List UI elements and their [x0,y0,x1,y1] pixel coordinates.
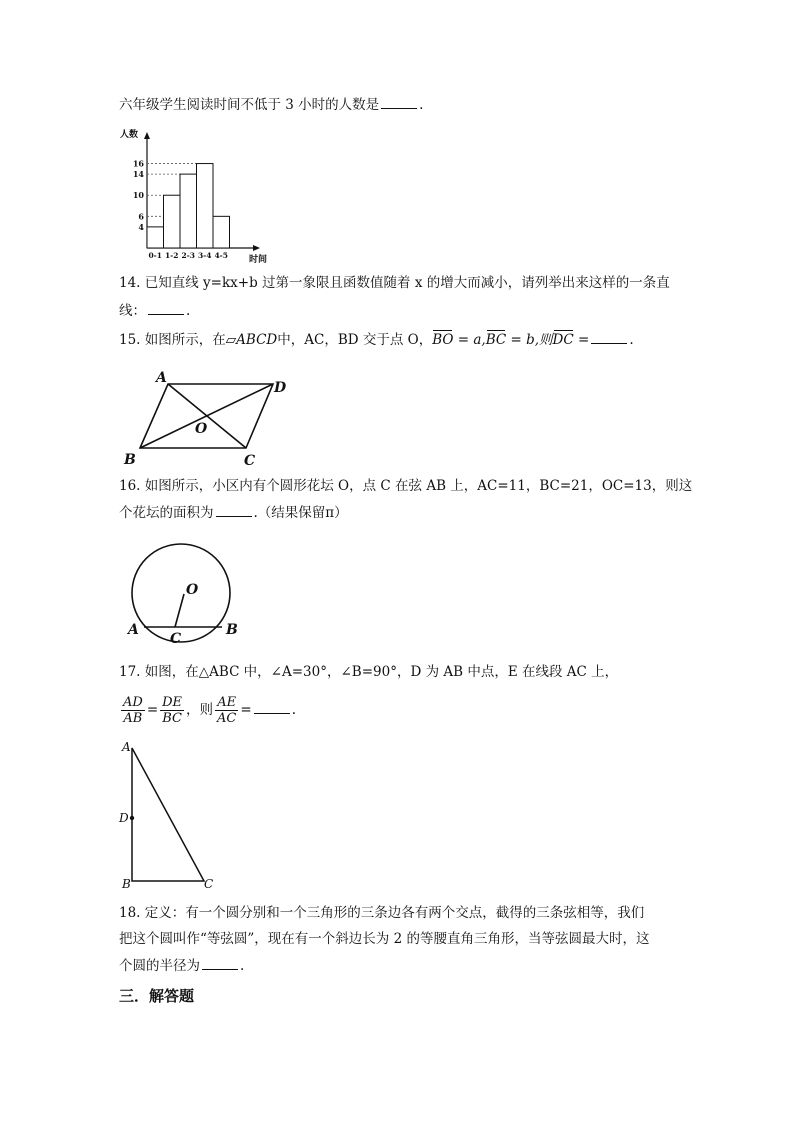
q14-end: . [186,303,191,319]
frac-den: BC [162,711,182,726]
q15-vector-dc: DC [552,332,574,348]
q18-text-1: 18. 定义：有一个圆分别和一个三角形的三条边各有两个交点，截得的三条弦相等，我们 [119,905,645,921]
q15-vector-bo: BO [432,332,454,348]
q17-answer-blank [254,701,290,714]
q18-end: . [240,958,245,974]
segment-oc [175,594,184,627]
q16-line-2 [119,504,348,522]
circle-flowerbed-figure [118,540,258,650]
bar-3-4 [197,164,214,248]
fraction-de-bc [160,695,184,726]
y-axis-label: 人数 [120,130,139,140]
label-c: C [204,877,214,891]
label-c: C [244,453,256,468]
frac-num: AE [217,695,237,710]
q15-question-text [119,331,634,349]
midpoint-d [130,816,134,820]
q16-answer-blank [216,504,252,517]
label-b: B [122,877,131,891]
q18-line-3 [119,957,244,975]
diagonal-bd [140,384,273,448]
q14-line-1 [119,274,670,292]
q13-text: 六年级学生阅读时间不低于 3 小时的人数是 [119,97,380,113]
section-heading: 三．解答题 [119,987,195,1005]
q14-answer-blank [148,302,184,315]
q16-text-2a: 个花坛的面积为 [119,505,214,521]
x-tick-label-0-1: 0-1 [148,251,163,260]
q17-line-1 [119,663,618,681]
bar-1-2 [164,195,181,248]
q17-eq2: = [240,702,252,718]
x-axis-label: 时间 [249,255,268,264]
right-triangle-figure [116,738,226,893]
triangle-abc [132,748,204,881]
q13-end: . [419,97,424,113]
x-tick-label-2-3: 2-3 [181,251,196,260]
q18-text-2: 把这个圆叫作“等弦圆”，现在有一个斜边长为 2 的等腰直角三角形，当等弦圆最大时，这 [119,931,650,947]
q15-eq2: = b,则 [506,332,553,348]
q15-prefix: 15. 如图所示，在 [119,332,226,348]
q16-text-1: 16. 如图所示，小区内有个圆形花坛 O，点 C 在弦 AB 上，AC=11，BC=21，OC=13，则这 [119,478,693,494]
fraction-ae-ac [215,695,238,726]
x-axis-arrow [253,245,260,251]
label-b: B [124,452,136,468]
q18-text-3: 个圆的半径为 [119,958,200,974]
q15-vector-bc: BC [485,332,507,348]
x-tick-label-1-2: 1-2 [164,251,179,260]
y-tick-label-10: 10 [132,190,144,201]
bar-4-5 [213,216,230,248]
reading-time-bar-chart [114,124,274,264]
y-tick-label-4: 4 [138,221,144,232]
q15-eq3: = [573,332,590,348]
parallelogram-figure [118,368,298,468]
label-b: B [226,622,238,638]
q18-answer-blank [202,957,238,970]
y-tick-label-14: 14 [132,169,144,180]
fraction-ad-ab [121,695,145,726]
label-o: O [186,582,199,598]
q16-text-2b: .（结果保留π） [253,505,348,521]
frac-den: AC [217,711,237,726]
q14-text-1: 14. 已知直线 y=kx+b 过第一象限且函数值随着 x 的增大而减小，请列举出来这样的一条直 [119,275,670,291]
q15-eq1: = a, [453,332,486,348]
bar-2-3 [180,174,197,248]
label-a: A [128,622,139,638]
q16-line-1 [119,477,692,495]
frac-num: DE [162,695,183,710]
frac-num: AD [123,695,143,710]
q14-line-2 [119,302,190,320]
x-tick-label-4-5: 4-5 [214,251,229,260]
q17-line-2 [119,692,296,728]
q13-question-text [119,96,423,114]
q15-end: . [629,332,634,348]
label-o: O [195,421,208,437]
y-tick-label-16: 16 [132,158,144,169]
q17-end: . [291,702,296,718]
q13-answer-blank [381,96,417,109]
label-d: D [119,811,129,825]
q15-answer-blank [591,331,627,344]
q17-text-1: 17. 如图，在△ABC 中，∠A=30°，∠B=90°，D 为 AB 中点，E 在线段 AC 上， [119,664,619,680]
y-axis-arrow [144,132,150,139]
bar-0-1 [147,227,164,248]
q15-mid: 中，AC，BD 交于点 O， [277,332,433,348]
x-tick-label-3-4: 3-4 [197,251,212,260]
label-a: A [156,370,167,386]
label-a: A [122,740,131,754]
frac-den: AB [123,711,143,726]
q18-line-1 [119,904,644,922]
y-tick-label-6: 6 [138,211,144,222]
q15-parallelogram-symbol: ▱ABCD [225,332,278,348]
label-c: C [170,631,182,647]
q17-then: ，则 [186,702,214,718]
q17-eq: = [146,702,159,718]
q18-line-2 [119,930,649,948]
label-d: D [274,380,287,396]
q14-text-2: 线： [119,303,146,319]
